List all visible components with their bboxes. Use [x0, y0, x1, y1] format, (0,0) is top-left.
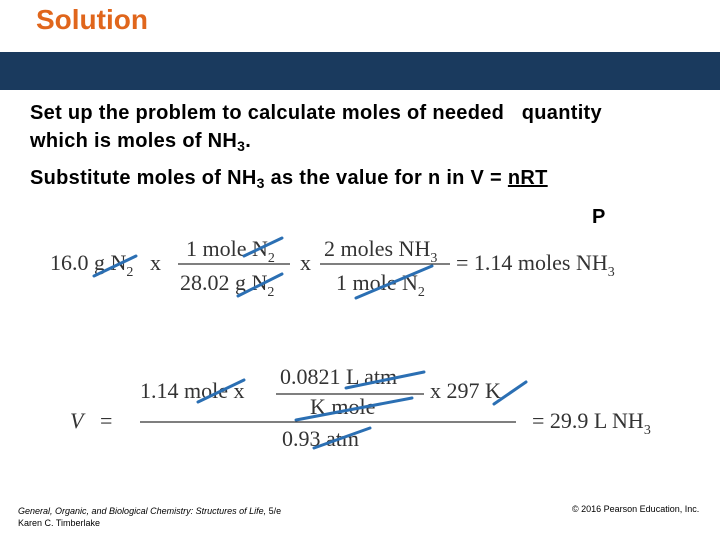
eq1-frac1-num: 1 mole $N_2$	[186, 236, 275, 266]
instruction-text-1: Set up the problem to calculate moles of needed quantity	[30, 102, 602, 124]
footer-citation	[18, 505, 281, 529]
instruction-text-3a: Substitute moles of NH	[30, 167, 257, 189]
ideal-gas-p: P	[592, 206, 606, 228]
eq2-temp: x 297 K	[430, 378, 501, 403]
footer-book-title: General, Organic, and Biological Chemistry: Structures of Life,	[18, 506, 267, 516]
eq1-frac2-den: 1 mole $N_2$	[336, 270, 425, 300]
instruction-text-3b: as the value for n in V =	[264, 167, 508, 189]
instruction-sub-2: 3	[237, 138, 246, 154]
instruction-sub-3: 3	[256, 175, 265, 191]
ideal-gas-rt: RT	[520, 167, 548, 189]
eq2-denominator: 0.93 atm	[282, 426, 359, 451]
footer-copyright: © 2016 Pearson Education, Inc.	[572, 504, 700, 514]
instruction-end-2: .	[245, 130, 252, 152]
eq1-times-1: x	[150, 250, 161, 275]
eq1-frac1-den: 28.02 g $N_2$	[180, 270, 275, 300]
slide-title: Solution	[36, 4, 148, 35]
eq1-result: = 1.14 moles $NH_3$	[456, 250, 615, 280]
eq1-given: 16.0 g $N_2$	[50, 250, 134, 280]
eq1-frac2-num: 2 moles $NH_3$	[324, 236, 438, 266]
eq1-times-2: x	[300, 250, 311, 275]
eq2-n-term: 1.14 mole x	[140, 378, 245, 403]
eq2-lhs: V	[70, 408, 84, 433]
eq2-result: = 29.9 L $NH_3$	[532, 408, 651, 438]
ideal-gas-n: n	[507, 167, 521, 189]
eq2-r-den: K mole	[310, 394, 376, 419]
eq2-r-num: 0.0821 L atm	[280, 364, 398, 389]
footer-author: Karen C. Timberlake	[18, 518, 101, 528]
eq2-equals: =	[100, 408, 113, 433]
footer-edition: 5/e	[266, 506, 282, 516]
instruction-text-2: which is moles of NH	[30, 130, 238, 152]
